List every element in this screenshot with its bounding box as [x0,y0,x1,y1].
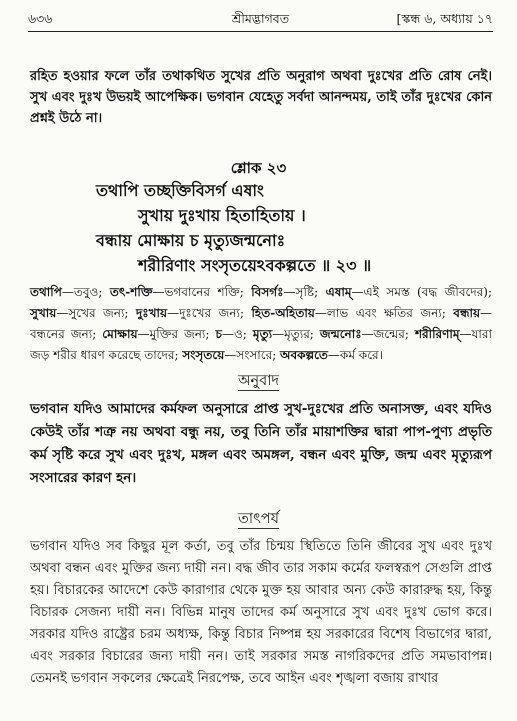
synonym-meaning: —মৃত্যুর; [272,327,320,341]
synonym-term: সুখায় [30,306,57,320]
translation-heading [0,370,517,394]
purport-heading-text: তাৎপর্য [237,511,280,527]
synonym-meaning: —দুঃখের জন্য; [167,306,252,320]
synonym-meaning: —সুখের জন্য; [56,306,136,320]
synonym-term: তৎ-শক্তি [109,285,153,299]
synonym-meaning: —সৃষ্টি; [283,285,326,299]
synonym-meaning: —যারা জড় শরীর ধারণ করেছে তাদের; [30,327,492,362]
page-header [28,11,493,31]
book-title: শ্রীমদ্ভাগবত [231,11,290,26]
purport-paragraph: ভগবান যদিও সব কিছুর মূল কর্তা, তবু তাঁর চিন্ময় স্থিতিতে তিনি জীবের সুখ এবং দুঃখ অথবা বন্ধন এবং মুক্তির জন্য দায়ী নন। বদ্ধ জীব তার সকাম কর্মের ফলস্বরূপ সেগুলি প্রাপ্ত হয়। বিচারকের আদেশে কেউ কারাগার থেকে মুক্ত হয় আবার অন্য কেউ কারারুদ্ধ হয়, কিন্তু বিচারক সেজন্য দায়ী নন। বিভিন্ন মানুষ তাদের কর্ম অনুসারে সুখ এবং দুঃখ ভোগ করে। সরকার যদিও রাষ্ট্রের চরম অধ্যক্ষ, কিন্তু বিচার নিষ্পন্ন হয় সরকারের বিশেষ বিভাগের দ্বারা, এবং সরকার বিচারের জন্য দায়ী নন। তাই সরকার সমস্ত নাগরিকদের প্রতি সমভাবাপন্ন। তেমনই ভগবান সকলের ক্ষেত্রেই নিরপেক্ষ, তবে আইন এবং শৃঙ্খলা বজায় রাখার [30,539,492,686]
verse-line: সুখায় দুঃখায় হিতাহিতায় । [138,206,306,225]
synonym-meaning: —ভগবানের শক্তি; [152,285,252,299]
synonym-meaning: —কর্ম করে। [327,348,383,362]
synonym-term: তথাপি [30,285,62,299]
verse-line: বন্ধায় মোক্ষায় চ মৃত্যুজন্মনোঃ [96,231,286,250]
synonym-meaning: —সংসারে; [224,348,281,362]
intro-paragraph: রহিত হওয়ার ফলে তাঁর তথাকথিত সুখের প্রতি অনুরাগ অথবা দুঃখের প্রতি রোষ নেই। সুখ এবং দুঃখ উভয়ই আপেক্ষিক। ভগবান যেহেতু সর্বদা আনন্দময়, তাই তাঁর দুঃখের কোন প্রশ্নই উঠে না। [30,69,492,126]
translation-paragraph: ভগবান যদিও আমাদের কর্মফল অনুসারে প্রাপ্ত সুখ-দুঃখের প্রতি অনাসক্ত, এবং যদিও কেউই তাঁর শত্রু নয় অথবা বন্ধু নয়, তবু তিনি তাঁর মায়াশক্তির দ্বারা পাপ-পুণ্য প্রভৃতি কর্ম সৃষ্টি করে সুখ এবং দুঃখ, মঙ্গল এবং অমঙ্গল, বন্ধন এবং মুক্তি, জন্ম এবং মৃত্যুরূপ সংসারের কারণ হন। [30,401,492,486]
synonym-meaning: —বন্ধনের জন্য; [30,306,493,341]
synonym-term: দুঃখায় [135,306,168,320]
synonym-meaning: —মুক্তির জন্য; [137,327,216,341]
verse-line: তথাপি তচ্ছক্তিবিসর্গ এষাং [96,181,264,200]
verse-heading: শ্লোক ২৩ [230,159,287,177]
synonym-term: জন্মনোঃ [319,327,362,341]
synonym-term: হিত-অহিতায় [251,306,315,320]
synonym-term: বন্ধায় [453,306,481,320]
synonym-term: মোক্ষায় [102,327,138,341]
section-label: [স্কন্ধ ৬, অধ্যায় ১৭ [396,11,493,26]
synonym-term: মৃত্যু [252,327,273,341]
synonym-meaning: —তবুও; [61,285,110,299]
synonyms-block [30,282,492,366]
synonym-term: এষাম্ [325,285,352,299]
synonym-term: চ [215,327,222,341]
synonym-meaning: —এই সমস্ত (বদ্ধ জীবদের); [351,285,492,299]
page-number: ৬৩৬ [28,11,53,26]
synonym-term: সংসৃতয়ে [182,348,225,362]
translation-heading-text: অনুবাদ [237,373,280,389]
synonym-term: শরীরিণাম্ [414,327,460,341]
synonym-meaning: —লাভ এবং ক্ষতির জন্য; [314,306,454,320]
synonym-term: বিসর্গঃ [251,285,284,299]
synonym-meaning: —জন্মের; [361,327,415,341]
verse-line: শরীরিণাং সংসৃতয়েঽবকল্পতে ॥ ২৩ ॥ [138,256,372,275]
header-rule [28,31,493,32]
purport-heading [0,508,517,532]
synonym-term: অবকল্পতে [280,348,328,362]
synonym-meaning: —ও; [221,327,253,341]
